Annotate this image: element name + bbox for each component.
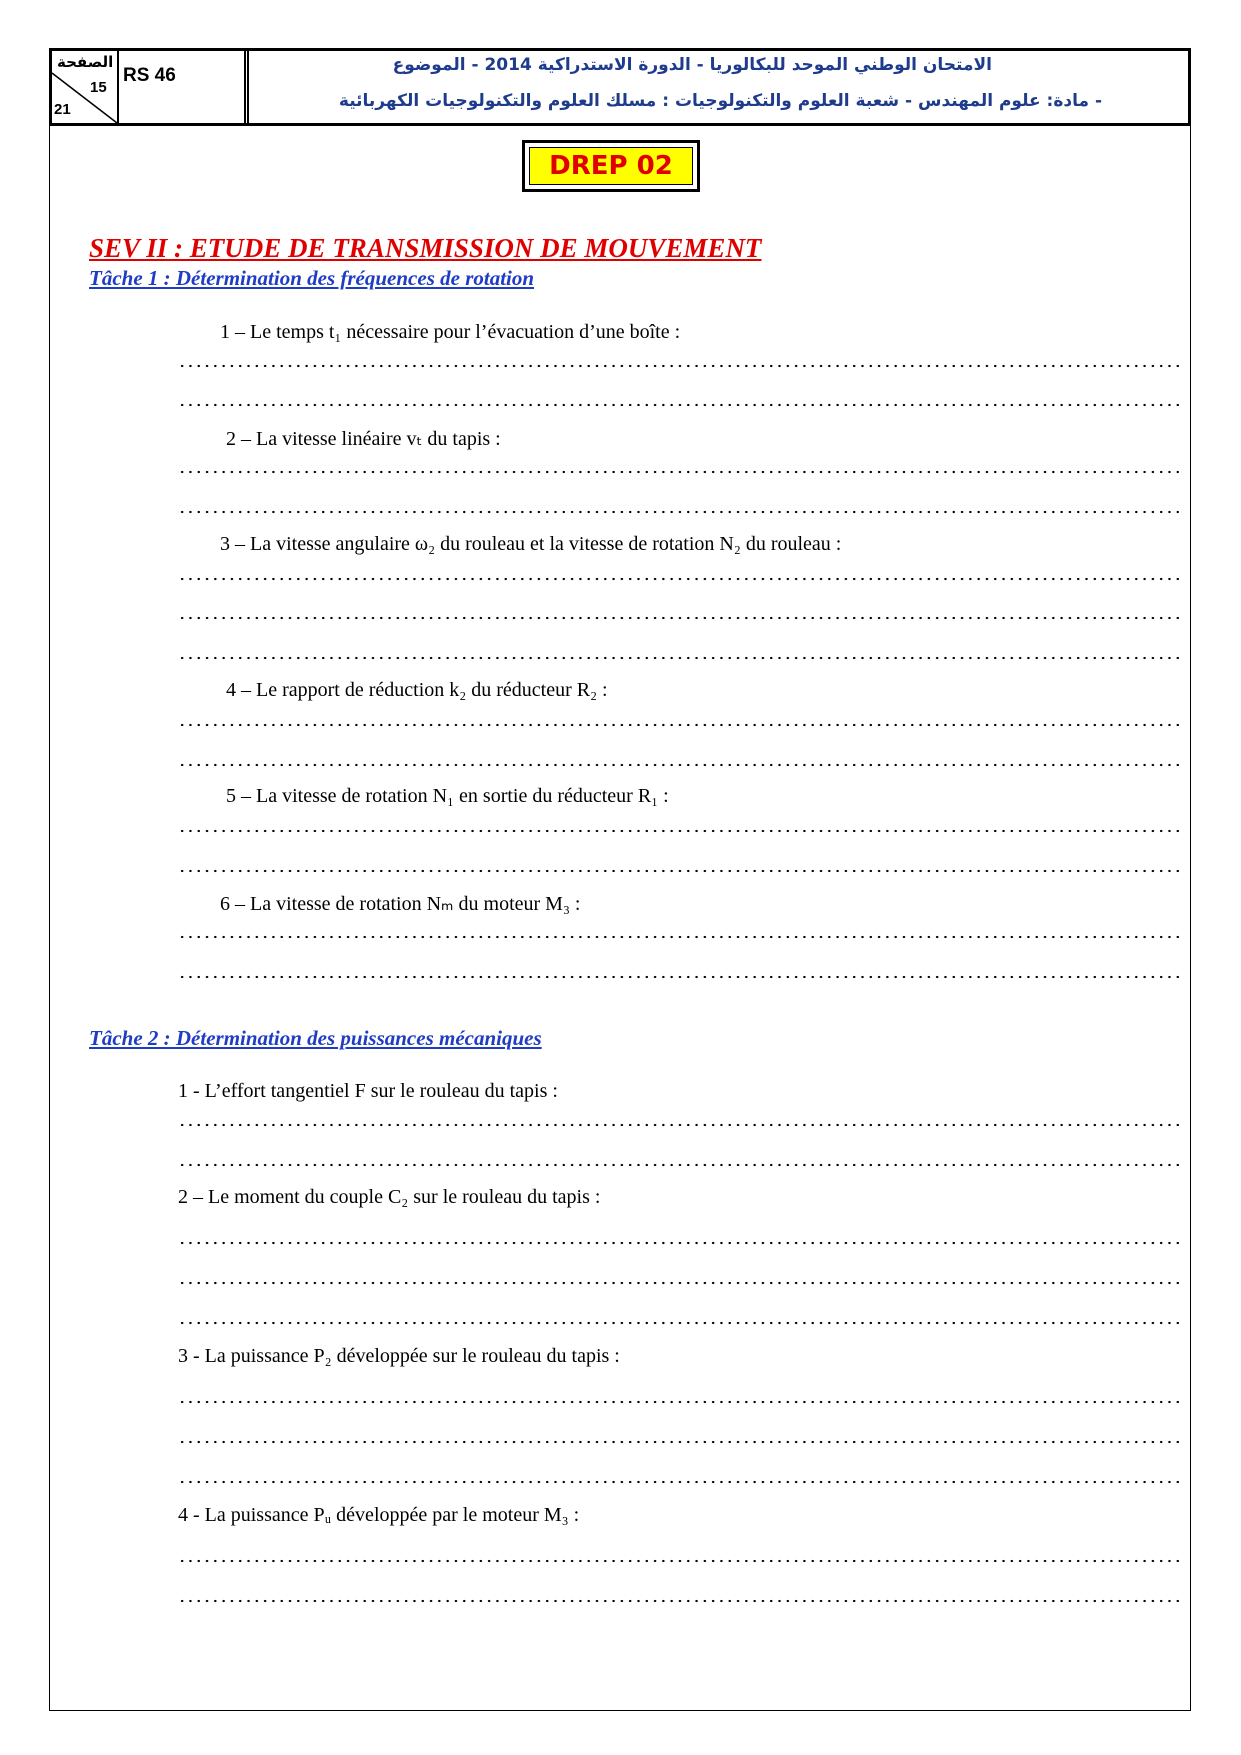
answer-line[interactable] — [178, 656, 1180, 660]
exam-title-line1: الامتحان الوطني الموحد للبكالوريا - الدورة الاستدراكية 2014 - الموضوع — [392, 55, 992, 75]
exam-title-line2: - مادة: علوم المهندس - شعبة العلوم والتكنولوجيات : مسلك العلوم والتكنولوجيات الكهربائية — [338, 91, 1102, 111]
answer-line[interactable] — [178, 1241, 1180, 1245]
answer-line[interactable] — [178, 1321, 1180, 1325]
task2-title: Tâche 2 : Détermination des puissances mécaniques — [89, 1026, 542, 1050]
answer-line[interactable] — [178, 935, 1180, 939]
page-current: 15 — [90, 79, 107, 96]
answer-line[interactable] — [178, 577, 1180, 581]
answer-line[interactable] — [178, 763, 1180, 767]
answer-line[interactable] — [178, 1123, 1180, 1127]
drep-label: DREP 02 — [549, 151, 673, 181]
answer-line[interactable] — [178, 1400, 1180, 1404]
section-title: SEV II : ETUDE DE TRANSMISSION DE MOUVEMENT — [89, 233, 762, 263]
page-border — [49, 48, 1191, 1711]
exam-code-box — [119, 51, 249, 123]
exam-title-arabic — [252, 51, 1182, 123]
task1-title: Tâche 1 : Détermination des fréquences de rotation — [89, 266, 535, 290]
page-total: 21 — [54, 101, 71, 118]
answer-line[interactable] — [178, 510, 1180, 514]
page-number-box — [52, 51, 119, 123]
answer-line[interactable] — [178, 829, 1180, 833]
task2-question-1: 1 - L’effort tangentiel F sur le rouleau du tapis : — [178, 1080, 558, 1102]
task2-question-3: 3 - La puissance P₂ développée sur le rouleau du tapis : — [178, 1345, 620, 1367]
answer-line[interactable] — [178, 364, 1180, 368]
task1-question-4: 4 – Le rapport de réduction k₂ du réducteur R₂ : — [226, 679, 608, 701]
task1-question-6: 6 – La vitesse de rotation Nₘ du moteur M₃ : — [220, 893, 581, 915]
task1-question-1: 1 – Le temps t₁ nécessaire pour l’évacuation d’une boîte : — [220, 321, 681, 343]
task1-question-2: 2 – La vitesse linéaire vₜ du tapis : — [226, 428, 501, 450]
answer-line[interactable] — [178, 1599, 1180, 1603]
answer-line[interactable] — [178, 869, 1180, 873]
page-label: الصفحة — [57, 53, 114, 71]
answer-line[interactable] — [178, 616, 1180, 620]
answer-line[interactable] — [178, 1440, 1180, 1444]
answer-line[interactable] — [178, 1480, 1180, 1484]
task2-question-2: 2 – Le moment du couple C₂ sur le rouleau du tapis : — [178, 1186, 601, 1208]
answer-line[interactable] — [178, 975, 1180, 979]
answer-line[interactable] — [178, 403, 1180, 407]
answer-line[interactable] — [178, 1163, 1180, 1167]
exam-header — [49, 48, 1191, 126]
task2-question-4: 4 - La puissance Pᵤ développée par le moteur M₃ : — [178, 1504, 580, 1526]
exam-code: RS 46 — [123, 65, 176, 86]
drep-badge — [522, 140, 700, 192]
answer-line[interactable] — [178, 1559, 1180, 1563]
answer-line[interactable] — [178, 1281, 1180, 1285]
task1-question-5: 5 – La vitesse de rotation N₁ en sortie du réducteur R₁ : — [226, 785, 669, 807]
answer-line[interactable] — [178, 723, 1180, 727]
answer-line[interactable] — [178, 470, 1180, 474]
task1-question-3: 3 – La vitesse angulaire ω₂ du rouleau et la vitesse de rotation N₂ du rouleau : — [220, 533, 842, 555]
